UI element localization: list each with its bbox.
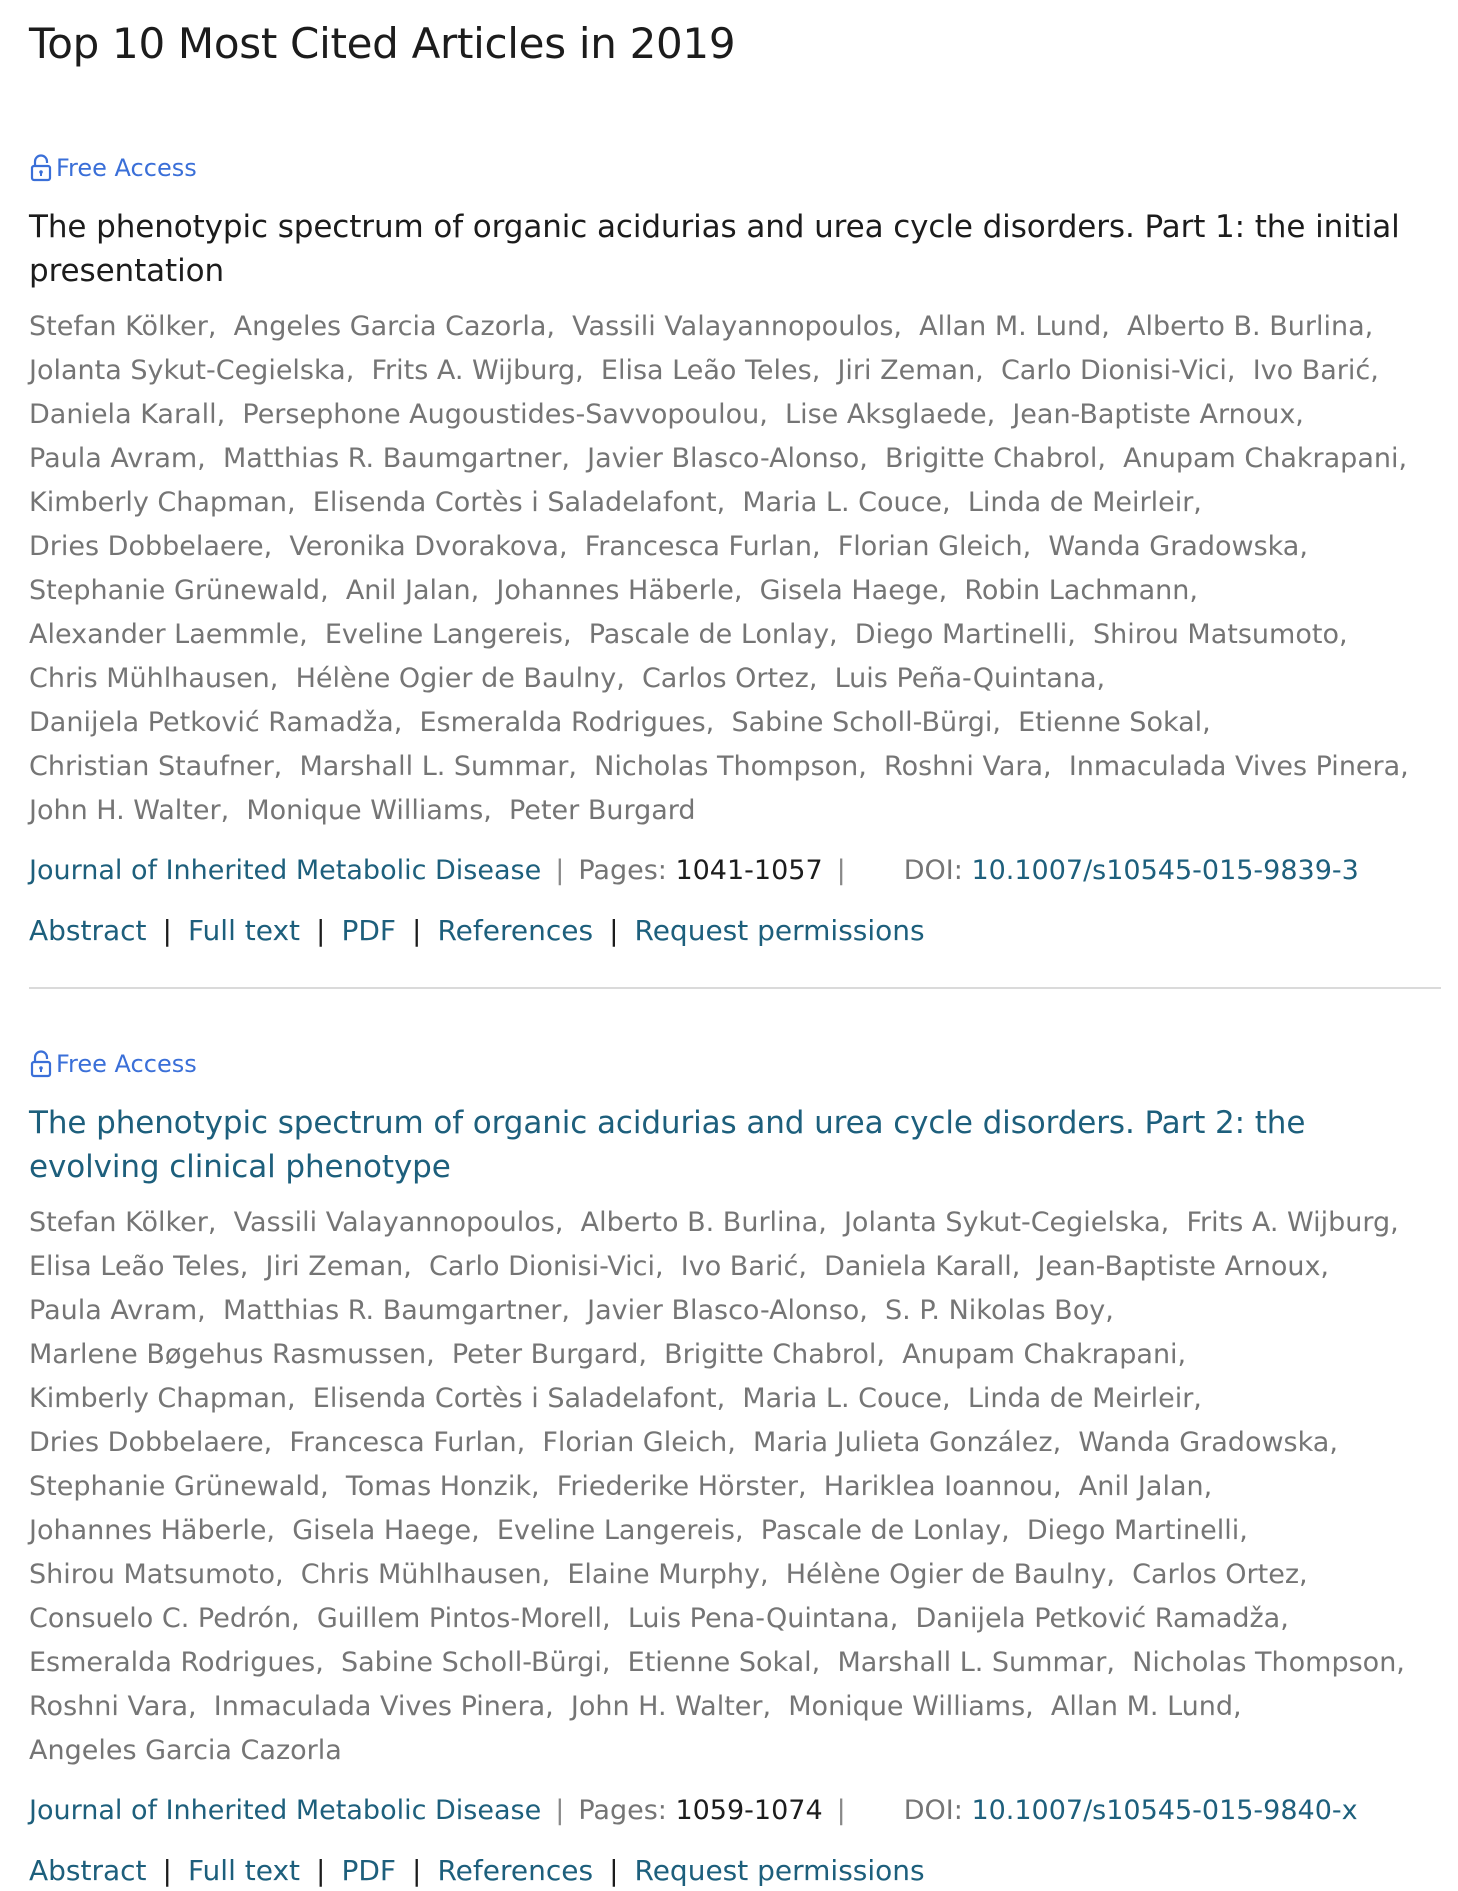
author-name[interactable]: Eveline Langereis, (324, 619, 572, 650)
author-name[interactable]: Anupam Chakrapani, (902, 1339, 1187, 1370)
author-name[interactable]: Danijela Petković Ramadža, (29, 707, 403, 738)
article-item (29, 153, 1432, 989)
action-separator: | (316, 914, 326, 947)
author-name[interactable]: Marlene Bøgehus Rasmussen, (29, 1339, 435, 1370)
author-name[interactable]: Allan M. Lund, (1050, 1691, 1242, 1722)
author-name[interactable]: Allan M. Lund, (919, 311, 1110, 342)
author-name[interactable]: Alexander Laemmle, (29, 619, 308, 650)
author-name[interactable]: Jean-Baptiste Arnoux, (1037, 1251, 1330, 1282)
author-name[interactable]: Javier Blasco-Alonso, (587, 443, 868, 474)
meta-separator: | (555, 855, 565, 886)
article-item (29, 1049, 1432, 1891)
author-name[interactable]: Frits A. Wijburg, (371, 355, 584, 386)
author-name[interactable]: John H. Walter, (570, 1691, 772, 1722)
author-name[interactable]: Etienne Sokal, (627, 1647, 821, 1678)
author-name[interactable]: Brigitte Chabrol, (885, 443, 1106, 474)
pdf-link[interactable]: PDF (341, 1854, 397, 1887)
author-name[interactable]: Alberto B. Burlina, (580, 1207, 827, 1238)
lock-open-icon (29, 1050, 53, 1078)
action-separator: | (316, 1854, 326, 1887)
request-permissions-link[interactable]: Request permissions (634, 914, 925, 947)
divider (29, 987, 1441, 989)
doi-link[interactable]: 10.1007/s10545-015-9839-3 (971, 855, 1359, 886)
author-name[interactable]: Kimberly Chapman, (29, 487, 296, 518)
author-name[interactable]: Elisenda Cortès i Saladelafont, (312, 1383, 726, 1414)
author-name[interactable]: Paula Avram, (29, 443, 206, 474)
author-name[interactable]: Dries Dobbelaere, (29, 531, 273, 562)
action-separator: | (609, 1854, 619, 1887)
author-name[interactable]: Elisa Leão Teles, (600, 355, 821, 386)
author-name[interactable]: Roshni Vara, (29, 1691, 197, 1722)
author-name[interactable]: Nicholas Thompson, (1132, 1647, 1405, 1678)
author-name[interactable]: Chris Mühlhausen, (29, 663, 279, 694)
article-meta (29, 1791, 1432, 1831)
author-name[interactable]: Esmeralda Rodrigues, (419, 707, 715, 738)
author-name[interactable]: Monique Williams, (246, 795, 492, 826)
author-name[interactable]: Sabine Scholl-Bürgi, (731, 707, 1001, 738)
author-name[interactable]: Marshall L. Summar, (837, 1647, 1115, 1678)
author-name[interactable]: Robin Lachmann, (964, 575, 1198, 606)
pages-value: 1059-1074 (675, 1795, 823, 1826)
author-name[interactable]: Chris Mühlhausen, (300, 1559, 551, 1590)
author-name[interactable]: Stefan Kölker, (29, 1207, 217, 1238)
request-permissions-link[interactable]: Request permissions (634, 1854, 925, 1887)
pdf-link[interactable]: PDF (341, 914, 397, 947)
article-title[interactable]: The phenotypic spectrum of organic acidurias and urea cycle disorders. Part 2: the evolving clinical phenotype (29, 1105, 1306, 1185)
journal-link[interactable]: Journal of Inherited Metabolic Disease (29, 1795, 542, 1826)
meta-separator: | (836, 1795, 846, 1826)
doi-label: DOI: (903, 1795, 963, 1826)
author-list (29, 1201, 1449, 1773)
author-name[interactable]: Florian Gleich, (542, 1427, 736, 1458)
author-name[interactable]: Danijela Petković Ramadža, (915, 1603, 1289, 1634)
author-name[interactable]: Friederike Hörster, (556, 1471, 807, 1502)
meta-separator: | (836, 855, 846, 886)
author-name[interactable]: Elisa Leão Teles, (29, 1251, 249, 1282)
author-name[interactable]: Paula Avram, (29, 1295, 206, 1326)
meta-separator: | (555, 1795, 565, 1826)
page-title: Top 10 Most Cited Articles in 2019 (29, 19, 736, 68)
author-name[interactable]: Angeles Garcia Cazorla, (233, 311, 555, 342)
author-name[interactable]: Nicholas Thompson, (594, 751, 867, 782)
author-name[interactable]: Gisela Haege, (292, 1515, 480, 1546)
author-name[interactable]: Jean-Baptiste Arnoux, (1012, 399, 1304, 430)
references-link[interactable]: References (437, 1854, 594, 1887)
author-name[interactable]: Christian Staufner, (29, 751, 283, 782)
pages-value: 1041-1057 (675, 855, 823, 886)
author-name[interactable]: Hélène Ogier de Baulny, (295, 663, 625, 694)
free-access-badge (29, 153, 1432, 183)
full-text-link[interactable]: Full text (187, 914, 301, 947)
author-name[interactable]: Tomas Honzik, (345, 1471, 540, 1502)
action-separator: | (412, 914, 422, 947)
author-name[interactable]: Inmaculada Vives Pinera, (1068, 751, 1409, 782)
free-access-label: Free Access (56, 1050, 197, 1078)
author-name[interactable]: Persephone Augoustides-Savvopoulou, (242, 399, 768, 430)
author-name[interactable]: Esmeralda Rodrigues, (29, 1647, 324, 1678)
author-name[interactable]: Jolanta Sykut-Cegielska, (843, 1207, 1170, 1238)
author-name[interactable]: Brigitte Chabrol, (664, 1339, 886, 1370)
author-name[interactable]: Elisenda Cortès i Saladelafont, (312, 487, 726, 518)
lock-open-icon (29, 154, 53, 182)
author-name[interactable]: Gisela Haege, (759, 575, 948, 606)
author-name[interactable]: Johannes Häberle, (496, 575, 743, 606)
author-name[interactable]: Carlos Ortez, (641, 663, 818, 694)
author-name[interactable]: Consuelo C. Pedrón, (29, 1603, 300, 1634)
author-name[interactable]: Stephanie Grünewald, (29, 1471, 329, 1502)
author-name[interactable]: Jiri Zeman, (265, 1251, 412, 1282)
author-name[interactable]: Etienne Sokal, (1018, 707, 1211, 738)
author-name[interactable]: Veronika Dvorakova, (289, 531, 568, 562)
author-name[interactable]: Guillem Pintos-Morell, (316, 1603, 611, 1634)
article-actions (29, 911, 1432, 951)
article-meta (29, 851, 1432, 891)
author-name[interactable]: Ivo Barić, (1252, 355, 1379, 386)
free-access-label: Free Access (56, 154, 197, 182)
journal-link[interactable]: Journal of Inherited Metabolic Disease (29, 855, 542, 886)
author-name[interactable]: Wanda Gradowska, (1048, 531, 1308, 562)
author-name[interactable]: Maria Julieta González, (753, 1427, 1062, 1458)
author-name[interactable]: Shirou Matsumoto, (29, 1559, 284, 1590)
author-name[interactable]: Maria L. Couce, (742, 1383, 951, 1414)
author-name[interactable]: Pascale de Lonlay, (760, 1515, 1010, 1546)
pages-label: Pages: (578, 1795, 667, 1826)
author-name[interactable]: Alberto B. Burlina, (1127, 311, 1374, 342)
action-separator: | (162, 914, 172, 947)
author-name[interactable]: Luis Peña-Quintana, (834, 663, 1106, 694)
author-name[interactable]: Hariklea Ioannou, (823, 1471, 1062, 1502)
abstract-link[interactable]: Abstract (29, 914, 147, 947)
author-name[interactable]: Anil Jalan, (1078, 1471, 1213, 1502)
action-separator: | (162, 1854, 172, 1887)
author-name[interactable]: Eveline Langereis, (496, 1515, 744, 1546)
author-name[interactable]: John H. Walter, (29, 795, 230, 826)
author-name[interactable]: Lise Aksglaede, (785, 399, 996, 430)
author-name[interactable]: Jolanta Sykut-Cegielska, (29, 355, 355, 386)
author-name[interactable]: Roshni Vara, (884, 751, 1052, 782)
author-name[interactable]: Frits A. Wijburg, (1186, 1207, 1399, 1238)
author-name[interactable]: Elaine Murphy, (567, 1559, 769, 1590)
author-name[interactable]: Francesca Furlan, (584, 531, 821, 562)
author-name[interactable]: Francesca Furlan, (289, 1427, 526, 1458)
author-name[interactable]: Anil Jalan, (345, 575, 480, 606)
action-separator: | (609, 914, 619, 947)
doi-link[interactable]: 10.1007/s10545-015-9840-x (971, 1795, 1358, 1826)
author-name[interactable]: Pascale de Lonlay, (588, 619, 838, 650)
author-name[interactable]: Matthias R. Baumgartner, (222, 1295, 570, 1326)
author-name[interactable]: Maria L. Couce, (742, 487, 951, 518)
author-name[interactable]: Stephanie Grünewald, (29, 575, 329, 606)
author-name[interactable]: Monique Williams, (788, 1691, 1034, 1722)
author-name[interactable]: Linda de Meirleir, (967, 1383, 1202, 1414)
author-name[interactable]: Luis Pena-Quintana, (627, 1603, 899, 1634)
author-name[interactable]: Peter Burgard, (451, 1339, 647, 1370)
action-separator: | (412, 1854, 422, 1887)
references-link[interactable]: References (437, 914, 594, 947)
author-name[interactable]: Dries Dobbelaere, (29, 1427, 273, 1458)
author-name[interactable]: Jiri Zeman, (837, 355, 984, 386)
abstract-link[interactable]: Abstract (29, 1854, 147, 1887)
author-name[interactable]: S. P. Nikolas Boy, (885, 1295, 1114, 1326)
author-name[interactable]: Stefan Kölker, (29, 311, 217, 342)
author-name[interactable]: Carlo Dionisi-Vici, (429, 1251, 664, 1282)
author-name[interactable]: Vassili Valayannopoulos, (233, 1207, 564, 1238)
author-name[interactable]: Shirou Matsumoto, (1092, 619, 1348, 650)
author-name[interactable]: Daniela Karall, (29, 399, 226, 430)
author-name[interactable]: Carlo Dionisi-Vici, (1000, 355, 1236, 386)
author-name[interactable]: Wanda Gradowska, (1078, 1427, 1338, 1458)
free-access-badge (29, 1049, 1432, 1079)
article-title[interactable]: The phenotypic spectrum of organic acidurias and urea cycle disorders. Part 1: the initial presentation (29, 209, 1400, 289)
author-name[interactable]: Matthias R. Baumgartner, (222, 443, 570, 474)
author-name[interactable]: Johannes Häberle, (29, 1515, 276, 1546)
author-name[interactable]: Hélène Ogier de Baulny, (785, 1559, 1115, 1590)
author-list (29, 305, 1449, 833)
author-name[interactable]: Linda de Meirleir, (967, 487, 1202, 518)
author-name[interactable]: Inmaculada Vives Pinera, (213, 1691, 554, 1722)
author-name[interactable]: Javier Blasco-Alonso, (587, 1295, 868, 1326)
author-name[interactable]: Angeles Garcia Cazorla (29, 1735, 342, 1766)
author-name[interactable]: Florian Gleich, (837, 531, 1032, 562)
author-name[interactable]: Daniela Karall, (824, 1251, 1021, 1282)
author-name[interactable]: Kimberly Chapman, (29, 1383, 296, 1414)
author-name[interactable]: Peter Burgard (509, 795, 696, 826)
author-name[interactable]: Diego Martinelli, (854, 619, 1076, 650)
author-name[interactable]: Carlos Ortez, (1132, 1559, 1308, 1590)
author-name[interactable]: Anupam Chakrapani, (1123, 443, 1408, 474)
author-name[interactable]: Sabine Scholl-Bürgi, (340, 1647, 611, 1678)
author-name[interactable]: Ivo Barić, (680, 1251, 807, 1282)
full-text-link[interactable]: Full text (187, 1854, 301, 1887)
author-name[interactable]: Diego Martinelli, (1026, 1515, 1248, 1546)
article-actions (29, 1851, 1432, 1891)
author-name[interactable]: Marshall L. Summar, (299, 751, 577, 782)
doi-label: DOI: (903, 855, 963, 886)
pages-label: Pages: (578, 855, 667, 886)
author-name[interactable]: Vassili Valayannopoulos, (572, 311, 902, 342)
